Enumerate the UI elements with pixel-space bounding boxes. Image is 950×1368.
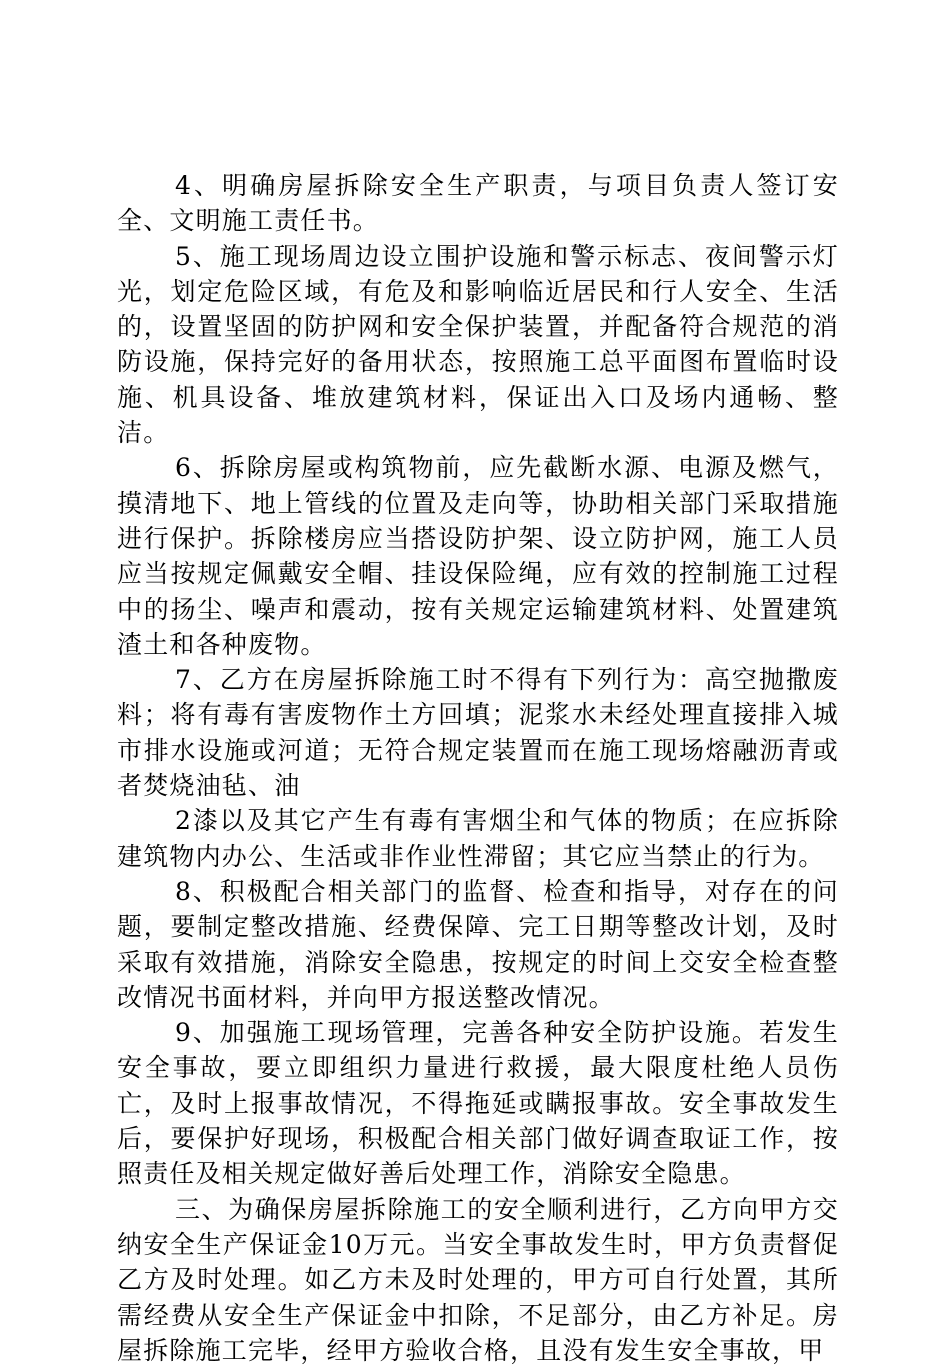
paragraph-section-3: 三、为确保房屋拆除施工的安全顺利进行，乙方向甲方交纳安全生产保证金10万元。当安全事故发生时，甲方负责督促乙方及时处理。如乙方未及时处理的，甲方可自行处置，其所需经费从安全生产保证金中扣除，不足部分，由乙方补足。房屋拆除施工完毕，经甲方验收合格，且没有发生安全事故，甲 bbox=[117, 1194, 839, 1365]
paragraph-item-5: 5、施工现场周边设立围护设施和警示标志、夜间警示灯光，划定危险区域，有危及和影响临近居民和行人安全、生活的，设置坚固的防护网和安全保护装置，并配备符合规范的消防设施，保持完好的备用状态，按照施工总平面图布置临时设施、机具设备、堆放建筑材料，保证出入口及场内通畅、整洁。 bbox=[117, 241, 839, 448]
paragraph-item-9: 9、加强施工现场管理，完善各种安全防护设施。若发生安全事故，要立即组织力量进行救援，最大限度杜绝人员伤亡，及时上报事故情况，不得拖延或瞒报事故。安全事故发生后，要保护好现场，积极配合相关部门做好调查取证工作，按照责任及相关规定做好善后处理工作，消除安全隐患。 bbox=[117, 1018, 839, 1189]
paragraph-item-7-continued: 2漆以及其它产生有毒有害烟尘和气体的物质；在应拆除建筑物内办公、生活或非作业性滞留；其它应当禁止的行为。 bbox=[117, 806, 839, 871]
paragraph-item-4: 4、明确房屋拆除安全生产职责，与项目负责人签订安全、文明施工责任书。 bbox=[117, 171, 839, 236]
paragraph-item-8: 8、积极配合相关部门的监督、检查和指导，对存在的问题，要制定整改措施、经费保障、完工日期等整改计划，及时采取有效措施，消除安全隐患，按规定的时间上交安全检查整改情况书面材料，并向甲方报送整改情况。 bbox=[117, 876, 839, 1012]
paragraph-item-7: 7、乙方在房屋拆除施工时不得有下列行为：高空抛撒废料；将有毒有害废物作土方回填；泥浆水未经处理直接排入城市排水设施或河道；无符合规定装置而在施工现场熔融沥青或者焚烧油毡、油 bbox=[117, 665, 839, 801]
document-body bbox=[117, 168, 839, 1368]
paragraph-item-6: 6、拆除房屋或构筑物前，应先截断水源、电源及燃气，摸清地下、地上管线的位置及走向等，协助相关部门采取措施进行保护。拆除楼房应当搭设防护架、设立防护网，施工人员应当按规定佩戴安全帽、挂设保险绳，应有效的控制施工过程中的扬尘、噪声和震动，按有关规定运输建筑材料、处置建筑渣土和各种废物。 bbox=[117, 453, 839, 659]
